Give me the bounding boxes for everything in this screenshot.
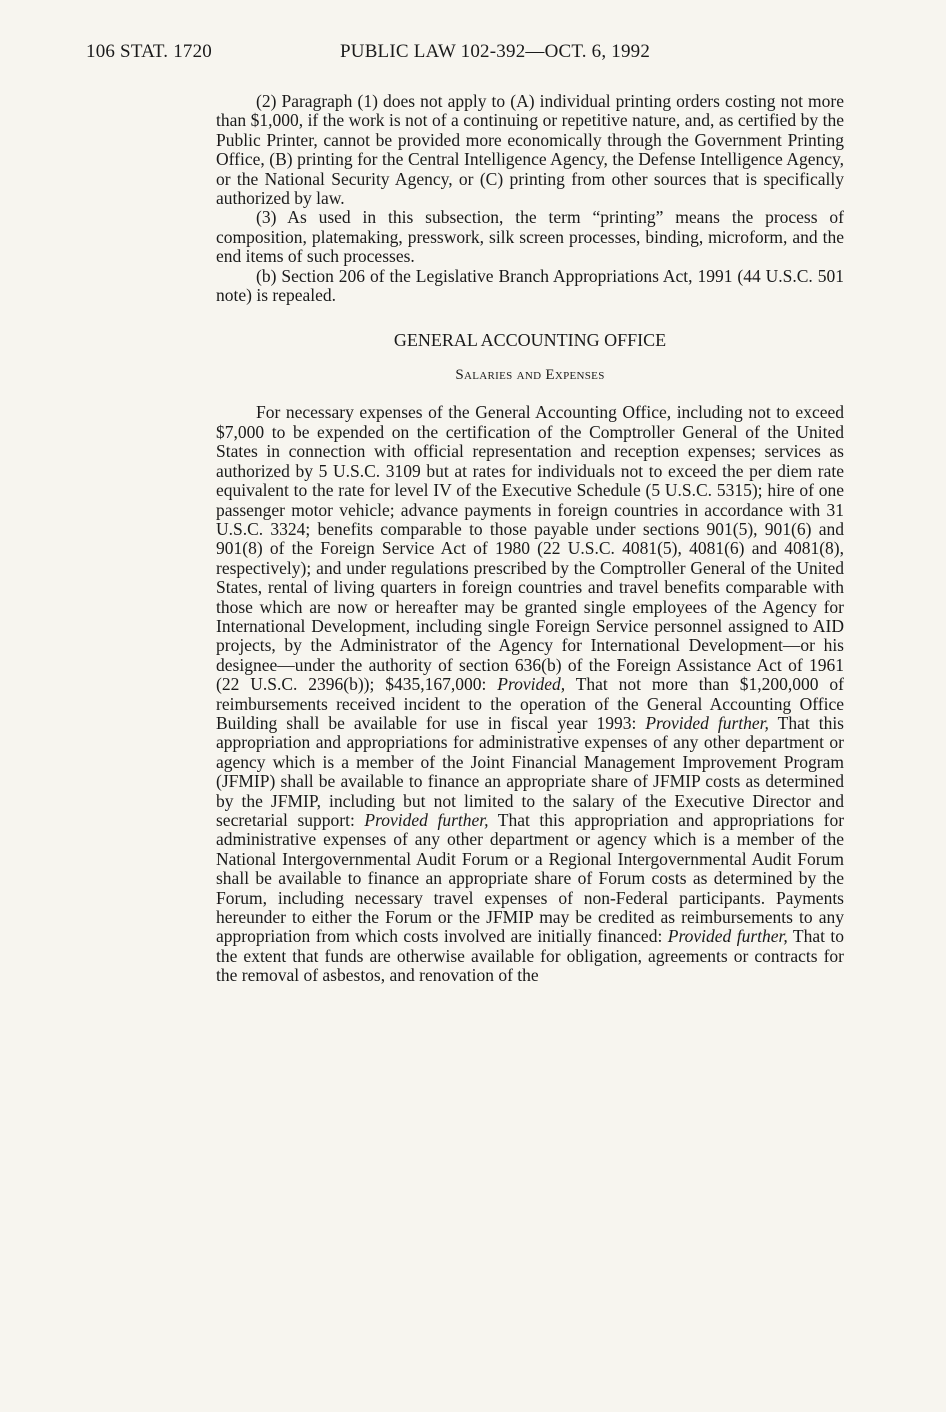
proviso-2: Provided further, bbox=[645, 712, 769, 733]
body-text bbox=[216, 92, 844, 986]
paragraph-2: (2) Paragraph (1) does not apply to (A) individual printing orders costing not more than $1,000, if the work is not of a continuing or repetitive nature, and, as certified by the Public Printer, cannot be provided more economically through the Government Printing Office, (B) printing for the Central Intelligence Agency, the Defense Intelligence Agency, or the National Security Agency, or (C) printing from other sources that is specifically authorized by law. bbox=[216, 91, 844, 209]
law-title: PUBLIC LAW 102-392—OCT. 6, 1992 bbox=[340, 41, 651, 62]
appropriation-paragraph bbox=[216, 403, 844, 985]
section-heading: GENERAL ACCOUNTING OFFICE bbox=[393, 330, 667, 351]
proviso-4: Provided further, bbox=[667, 926, 788, 947]
appropriation-text-3: That this appropriation and appropriations for administrative expenses of any other department or agency which is a member of the Joint Financial Management Improvement Program (JFMIP) shall be available to finance an appropriate share of JFMIP costs as determined by the JFMIP, including but not limited to the salary of the Executive Director and secretarial support: bbox=[216, 712, 844, 830]
paragraph-3: (3) As used in this subsection, the term “printing” means the process of composition, platemaking, presswork, silk screen processes, binding, microform, and the end items of such processes. bbox=[216, 207, 844, 267]
stat-citation: 106 STAT. 1720 bbox=[86, 41, 213, 62]
appropriation-text-5: That to the extent that funds are otherwise available for obligation, agreements or contracts for the removal of asbestos, and renovation of the bbox=[216, 926, 845, 986]
appropriation-text-1: For necessary expenses of the General Accounting Office, including not to exceed $7,000 to be expended on the certification of the Comptroller General of the United States in connection with official representation and reception expenses; services as authorized by 5 U.S.C. 3109 but at rates for individuals not to exceed the per diem rate equivalent to the rate for level IV of the Executive Schedule (5 U.S.C. 5315); hire of one passenger motor vehicle; advance payments in foreign countries in accordance with 31 U.S.C. 3324; benefits comparable to those payable under sections 901(5), 901(6) and 901(8) of the Foreign Service Act of 1980 (22 U.S.C. 4081(5), 4081(6) and 4081(8), respectively); and under regulations prescribed by the Comptroller General of the United States, rental of living quarters in foreign countries and travel benefits comparable with those which are now or hereafter may be granted single employees of the Agency for International Development, including single Foreign Service personnel assigned to AID projects, by the Administrator of the Agency for International Development—or his designee—under the authority of section 636(b) of the Foreign Assistance Act of 1961 (22 U.S.C. 2396(b)); $435,167,000: bbox=[216, 402, 844, 695]
section-subheading: Salaries and Expenses bbox=[455, 367, 605, 384]
appropriation-text-4: That this appropriation and appropriations for administrative expenses of any other department or agency which is a member of the National Intergovernmental Audit Forum or a Regional Intergovernmental Audit Forum shall be available to finance an appropriate share of Forum costs as determined by the Forum, including necessary travel expenses of non-Federal participants. Payments hereunder to either the Forum or the JFMIP may be credited as reimbursements to any appropriation from which costs involved are initially financed: bbox=[216, 810, 845, 947]
proviso-3: Provided further, bbox=[364, 810, 489, 830]
paragraph-b: (b) Section 206 of the Legislative Branch Appropriations Act, 1991 (44 U.S.C. 501 note) is repealed. bbox=[216, 265, 844, 306]
proviso-1: Provided, bbox=[497, 674, 566, 695]
appropriation-text-2: That not more than $1,200,000 of reimbursements received incident to the operation of the General Accounting Office Building shall be available for use in fiscal year 1993: bbox=[216, 674, 845, 733]
